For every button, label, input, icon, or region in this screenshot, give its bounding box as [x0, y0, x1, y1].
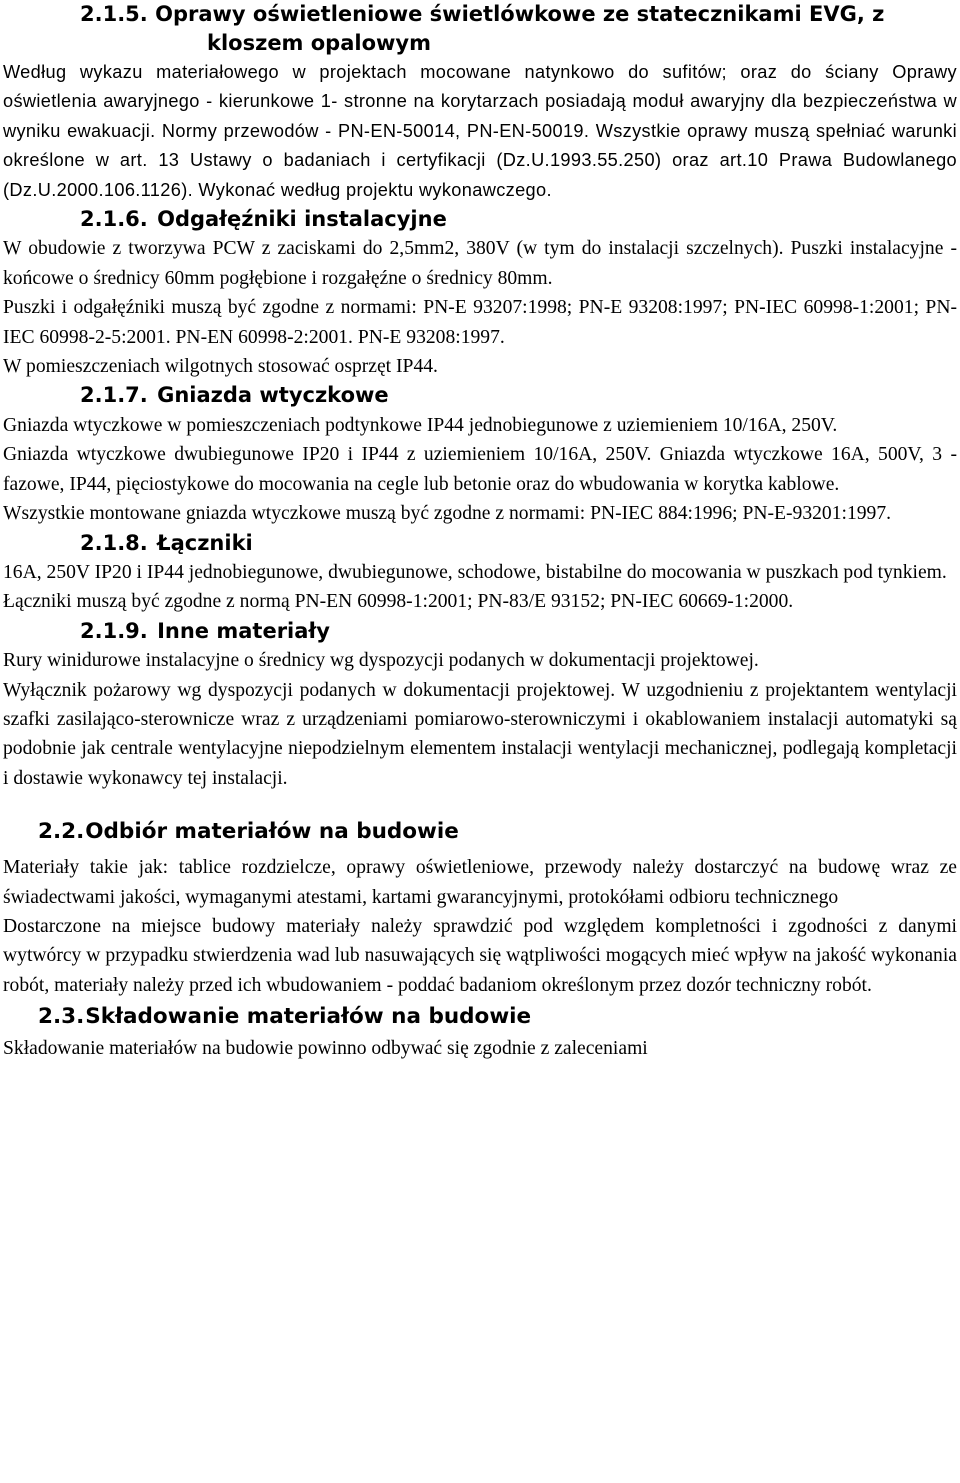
document-page [3, 0, 957, 1064]
paragraph-luminaires: Według wykazu materiałowego w projektach mocowane natynkowo do sufitów; oraz do ściany Oprawy oświetlenia awaryjnego - kierunkowe 1- stronne na korytarzach posiadają moduł awaryjny dla bezpieczeństwa w wyniku ewakuacji. Normy przewodów - PN-EN-50014, PN-EN-50019. Wszystkie oprawy muszą spełniać warunki określone w art. 13 Ustawy o badaniach i certyfikacji (Dz.U.1993.55.250) oraz art.10 Prawa Budowlanego (Dz.U.2000.106.1126). Wykonać według projektu wykonawczego. [3, 62, 957, 200]
heading-number: 2.1.7. [80, 383, 148, 408]
paragraph-storage-1: Składowanie materiałów na budowie powinno odbywać się zgodnie z zaleceniami [3, 1038, 648, 1060]
paragraph-acceptance-1: Materiały takie jak: tablice rozdzielcze, oprawy oświetleniowe, przewody należy dostarczyć na budowę wraz ze świadectwami jakości, wymaganymi atestami, kartami gwarancyjnymi, protokółami odbioru technicznego [3, 857, 957, 908]
heading-2-1-7 [3, 381, 957, 410]
paragraph-junction-boxes-3: W pomieszczeniach wilgotnych stosować osprzęt IP44. [3, 356, 438, 378]
heading-title: Gniazda wtyczkowe [157, 383, 389, 408]
heading-title: Oprawy oświetleniowe świetlówkowe ze statecznikami EVG, z [155, 2, 885, 26]
heading-number: 2.1.6. [80, 207, 148, 232]
paragraph-switches-1: 16A, 250V IP20 i IP44 jednobiegunowe, dwubiegunowe, schodowe, bistabilne do mocowania w puszkach pod tynkiem. [3, 561, 947, 583]
heading-number: 2.1.8. [80, 530, 148, 555]
heading-title-continued: kloszem opalowym [207, 31, 431, 55]
heading-number: 2.1.5. [80, 2, 148, 26]
heading-2-1-5 [3, 0, 957, 58]
heading-number: 2.1.9. [80, 618, 148, 643]
heading-2-2 [3, 811, 957, 853]
paragraph-acceptance-2: Dostarczone na miejsce budowy materiały należy sprawdzić pod względem kompletności i zgodności z danymi wytwórcy w przypadku stwierdzenia wad lub nasuwających się wątpliwości mogących mieć wpływ na jakość wykonania robót, materiały należy przed ich wbudowaniem - poddać badaniom określonym przez dozór techniczny robót. [3, 915, 957, 996]
paragraph-junction-boxes-2: Puszki i odgałęźniki muszą być zgodne z normami: PN-E 93207:1998; PN-E 93208:1997; PN-IEC 60998-1:2001; PN-IEC 60998-2-5:2001. PN-EN 60998-2:2001. PN-E 93208:1997. [3, 297, 957, 348]
paragraph-switches-2: Łączniki muszą być zgodne z normą PN-EN 60998-1:2001; PN-83/E 93152; PN-IEC 60669-1:2000. [3, 591, 794, 613]
paragraph-junction-boxes-1: W obudowie z tworzywa PCW z zaciskami do 2,5mm2, 380V (w tym do instalacji szczelnych). Puszki instalacyjne - końcowe o średnicy 60mm pogłębione i rozgałęźne o średnicy 80mm. [3, 238, 957, 289]
heading-number: 2.2. [38, 819, 85, 845]
paragraph-other-materials-1: Rury winidurowe instalacyjne o średnicy wg dyspozycji podanych w dokumentacji projektowej. [3, 650, 759, 672]
heading-2-1-6 [3, 205, 957, 234]
heading-title: Inne materiały [157, 618, 330, 643]
heading-title: Odbiór materiałów na budowie [85, 819, 459, 845]
heading-title: Składowanie materiałów na budowie [85, 1004, 532, 1030]
heading-2-1-9 [3, 617, 957, 646]
heading-title: Łączniki [157, 530, 253, 555]
heading-2-3 [3, 1000, 957, 1034]
paragraph-sockets-1: Gniazda wtyczkowe w pomieszczeniach podtynkowe IP44 jednobiegunowe z uziemieniem 10/16A, 250V. [3, 414, 838, 436]
heading-2-1-8 [3, 529, 957, 558]
paragraph-sockets-2: Gniazda wtyczkowe dwubiegunowe IP20 i IP44 z uziemieniem 10/16A, 250V. Gniazda wtyczkowe 16A, 500V, 3 - fazowe, IP44, pięciostykowe do mocowania na cegle lub betonie oraz do wbudowania w korytka kablowe. [3, 444, 957, 495]
paragraph-other-materials-2: Wyłącznik pożarowy wg dyspozycji podanych w dokumentacji projektowej. W uzgodnieniu z projektantem wentylacji szafki zasilająco-sterownicze wraz z urządzeniami pomiarowo-sterowniczymi i okablowaniem instalacji automatyki są podobnie jak centrale wentylacyjne niepodzielnym elementem instalacji wentylacji mechanicznej, podlegają kompletacji i dostawie wykonawcy tej instalacji. [3, 679, 957, 789]
heading-title: Odgałęźniki instalacyjne [157, 207, 447, 232]
heading-number: 2.3. [38, 1004, 85, 1030]
paragraph-sockets-3: Wszystkie montowane gniazda wtyczkowe muszą być zgodne z normami: PN-IEC 884:1996; PN-E-93201:1997. [3, 503, 892, 525]
